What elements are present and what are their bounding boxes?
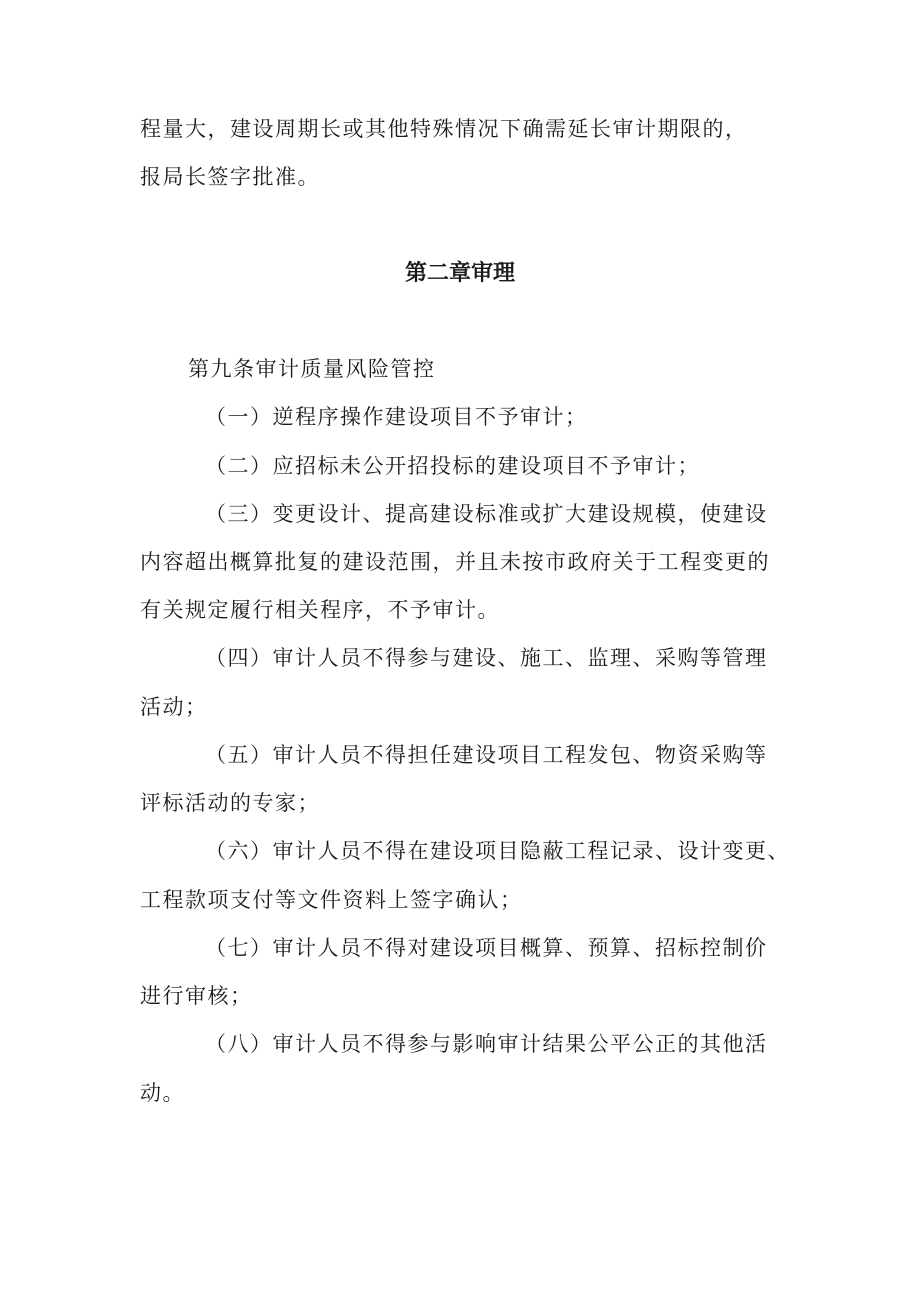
item-7-line-1: （七）审计人员不得对建设项目概算、预算、招标控制价 xyxy=(205,936,768,960)
item-1-line-1: （一）逆程序操作建设项目不予审计； xyxy=(205,405,588,429)
item-8-line-2: 动。 xyxy=(140,1081,185,1105)
item-8-line-1: （八）审计人员不得参与影响审计结果公平公正的其他活 xyxy=(205,1032,768,1056)
item-4-line-1: （四）审计人员不得参与建设、施工、监理、采购等管理 xyxy=(205,646,768,670)
item-5-line-1: （五）审计人员不得担任建设项目工程发包、物资采购等 xyxy=(205,743,768,767)
item-3-line-1: （三）变更设计、提高建设标准或扩大建设规模，使建设 xyxy=(205,502,768,526)
item-4-line-2: 活动； xyxy=(140,695,208,719)
continuation-line-2: 报局长签字批准。 xyxy=(140,165,320,189)
item-5-line-2: 评标活动的专家； xyxy=(140,791,320,815)
item-3-line-3: 有关规定履行相关程序，不予审计。 xyxy=(140,598,500,622)
article-title: 第九条审计质量风险管控 xyxy=(188,357,436,381)
continuation-line-1: 程量大，建设周期长或其他特殊情况下确需延长审计期限的， xyxy=(140,117,748,141)
item-7-line-2: 进行审核； xyxy=(140,984,253,1008)
item-2-line-1: （二）应招标未公开招投标的建设项目不予审计； xyxy=(205,454,700,478)
item-3-line-2: 内容超出概算批复的建设范围，并且未按市政府关于工程变更的 xyxy=(140,550,770,574)
item-6-line-1: （六）审计人员不得在建设项目隐蔽工程记录、设计变更、 xyxy=(205,839,790,863)
item-6-line-2: 工程款项支付等文件资料上签字确认； xyxy=(140,888,523,912)
chapter-title: 第二章审理 xyxy=(404,261,515,286)
